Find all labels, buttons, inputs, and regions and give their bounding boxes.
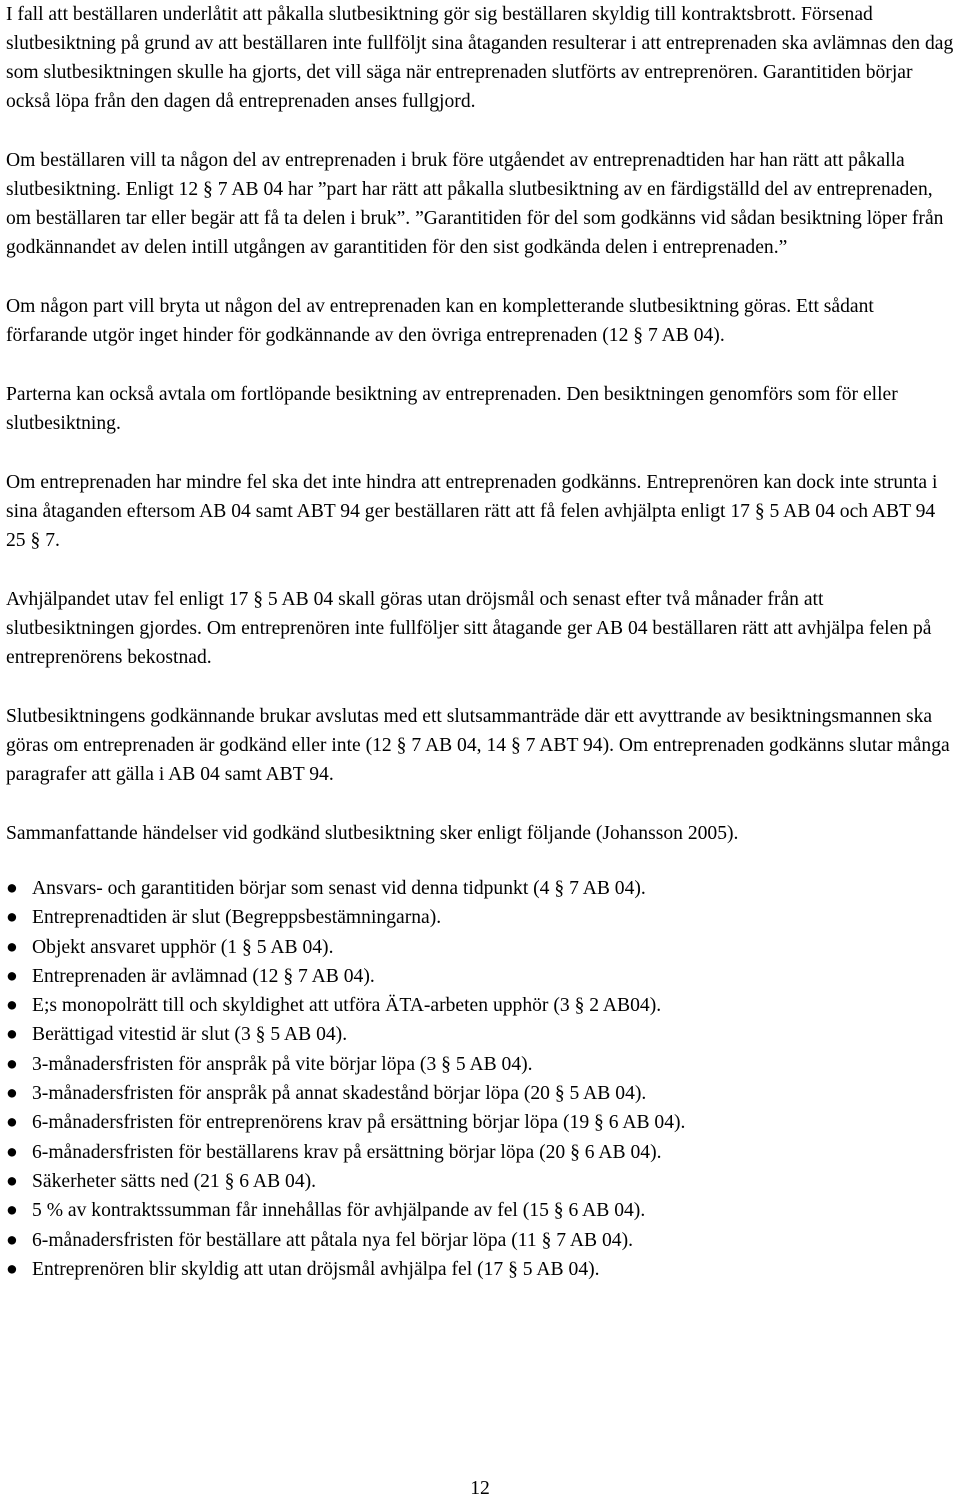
bullet-icon: ● — [6, 1229, 18, 1251]
paragraph-remedy: Avhjälpandet utav fel enligt 17 § 5 AB 04 skall göras utan dröjsmål och senast efter två månader från att slutbesiktningen gjordes. Om entreprenören inte fullföljer sitt åtagande ger AB 04 beställaren rätt att avhjälpa felen på entreprenörens bekostnad. — [6, 589, 932, 668]
bullet-icon: ● — [6, 1141, 18, 1163]
bullet-icon: ● — [6, 936, 18, 958]
bullet-icon: ● — [6, 1170, 18, 1192]
list-item: ● 6-månadersfristen för entreprenörens krav på ersättning börjar löpa (19 § 6 AB 04). — [6, 1108, 956, 1137]
bullet-icon: ● — [6, 1200, 18, 1222]
paragraph-summary-intro: Sammanfattande händelser vid godkänd slutbesiktning sker enligt följande (Johansson 2005). — [6, 823, 739, 844]
bullet-icon: ● — [6, 1024, 18, 1046]
list-item: ● 5 % av kontraktssumman får innehållas för avhjälpande av fel (15 § 6 AB 04). — [6, 1196, 956, 1225]
paragraph-minor-defects: Om entreprenaden har mindre fel ska det inte hindra att entreprenaden godkänns. Entreprenören kan dock inte strunta i sina åtaganden eftersom AB 04 samt ABT 94 ger beställaren rätt att få felen avhjälpta enligt 17 § 5 AB 04 och ABT 94 25 § 7. — [6, 472, 938, 551]
bullet-icon: ● — [6, 1053, 18, 1075]
list-item: ● Entreprenaden är avlämnad (12 § 7 AB 04). — [6, 962, 956, 991]
bullet-icon: ● — [6, 995, 18, 1017]
bullet-icon: ● — [6, 1258, 18, 1280]
document-page — [6, 0, 956, 1284]
paragraph-late-inspection: I fall att beställaren underlåtit att påkalla slutbesiktning gör sig beställaren skyldig till kontraktsbrott. Försenad slutbesiktning på grund av att beställaren inte fullföljt sina åtaganden resulterar i att entreprenaden ska avlämnas den dag som slutbesiktningen skulle ha gjorts, det vill säga när entreprenaden slutförts av entreprenören. Garantitiden börjar också löpa från den dagen då entreprenaden anses fullgjord. — [6, 4, 954, 112]
list-item: ● 6-månadersfristen för beställare att påtala nya fel börjar löpa (11 § 7 AB 04). — [6, 1226, 956, 1255]
bullet-icon: ● — [6, 907, 18, 929]
list-item: ● Entreprenören blir skyldig att utan dröjsmål avhjälpa fel (17 § 5 AB 04). — [6, 1255, 956, 1284]
bullet-icon: ● — [6, 1083, 18, 1105]
list-item: ● Berättigad vitestid är slut (3 § 5 AB 04). — [6, 1020, 956, 1049]
list-item: ● Säkerheter sätts ned (21 § 6 AB 04). — [6, 1167, 956, 1196]
paragraph-final-meeting: Slutbesiktningens godkännande brukar avslutas med ett slutsammanträde där ett avyttrande av besiktningsmannen ska göras om entreprenaden är godkänd eller inte (12 § 7 AB 04, 14 § 7 ABT 94). Om entreprenaden godkänns slutar många paragrafer att gälla i AB 04 samt ABT 94. — [6, 706, 950, 785]
page-number: 12 — [470, 1478, 490, 1499]
list-item: ● Entreprenadtiden är slut (Begreppsbestämningarna). — [6, 903, 956, 932]
paragraph-continuous-inspection: Parterna kan också avtala om fortlöpande besiktning av entreprenaden. Den besiktningen genomförs som för eller slutbesiktning. — [6, 384, 898, 434]
bullet-icon: ● — [6, 878, 18, 899]
list-item: ● Ansvars- och garantitiden börjar som senast vid denna tidpunkt (4 § 7 AB 04). — [6, 874, 956, 903]
bullet-icon: ● — [6, 965, 18, 987]
list-item: ● 3-månadersfristen för anspråk på vite börjar löpa (3 § 5 AB 04). — [6, 1050, 956, 1079]
list-item: ● 6-månadersfristen för beställarens krav på ersättning börjar löpa (20 § 6 AB 04). — [6, 1138, 956, 1167]
list-item: ● 3-månadersfristen för anspråk på annat skadestånd börjar löpa (20 § 5 AB 04). — [6, 1079, 956, 1108]
bullet-icon: ● — [6, 1112, 18, 1134]
paragraph-partial-use: Om beställaren vill ta någon del av entreprenaden i bruk före utgåendet av entreprenadtiden har han rätt att påkalla slutbesiktning. Enligt 12 § 7 AB 04 har ”part har rätt att påkalla slutbesiktning av en färdigställd del av entreprenaden, om beställaren tar eller begär att få ta delen i bruk”. ”Garantitiden för del som godkänns vid sådan besiktning löper från godkännandet av delen intill utgången av garantitiden för den sist godkända delen i entreprenaden.” — [6, 150, 944, 258]
paragraph-supplementary-inspection: Om någon part vill bryta ut någon del av entreprenaden kan en kompletterande slutbesiktning göras. Ett sådant förfarande utgör inget hinder för godkännande av den övriga entreprenaden (12 § 7 AB 04). — [6, 296, 874, 346]
list-item: ● Objekt ansvaret upphör (1 § 5 AB 04). — [6, 933, 956, 962]
summary-bullet-list — [6, 874, 956, 1284]
list-item: ● E;s monopolrätt till och skyldighet att utföra ÄTA-arbeten upphör (3 § 2 AB04). — [6, 991, 956, 1020]
